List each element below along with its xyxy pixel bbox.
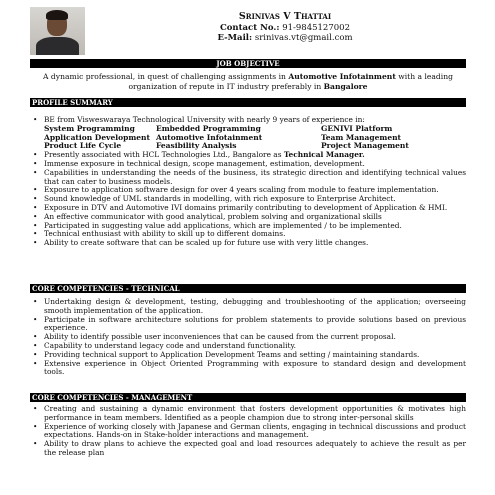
list-item: • An effective communicator with good analytical, problem solving and organizational skills bbox=[30, 213, 466, 222]
management-competencies-list bbox=[30, 405, 466, 458]
list-item: • Providing technical support to Application Development Teams and setting / maintaining standards. bbox=[30, 351, 466, 360]
job-objective-text: A dynamic professional, in quest of challenging assignments in Automotive Infotainment with a leading organization of repute in IT industry preferably in Bangalore bbox=[43, 72, 453, 91]
email-address: srinivas.vt@gmail.com bbox=[254, 33, 353, 43]
phone-number: 91-9845127002 bbox=[282, 22, 350, 33]
list-item: • Capability to understand legacy code and understand functionality. bbox=[30, 342, 466, 351]
list-item: • Undertaking design & development, testing, debugging and troubleshooting of the application; overseeing smooth implementation of the application. bbox=[30, 298, 466, 316]
list-item: • Participated in suggesting value add applications, which are implemented / to be implemented. bbox=[30, 222, 466, 231]
skills-grid: System Programming Embedded Programming GENIVI Platform Application Development Automotive Infotainment Team Management Product Life Cycle Feasibility Analysis Project Management bbox=[44, 123, 409, 151]
contact-line: Contact No.: 91-9845127002 bbox=[220, 22, 350, 33]
list-item: • Exposure in DTV and Automotive IVI domains primarily contributing to development of Application & HMI. bbox=[30, 204, 466, 213]
contact-header bbox=[215, 12, 355, 44]
profile-summary-list bbox=[30, 116, 466, 248]
list-item: • Creating and sustaining a dynamic environment that fosters development opportunities & motivates high performance in team members. Identified as a people champion due to strong inter-personal skills bbox=[30, 405, 466, 423]
list-item: • Immense exposure in technical design, scope management, estimation, development. bbox=[30, 160, 466, 169]
technical-competencies-heading: CORE COMPETENCIES - TECHNICAL bbox=[30, 284, 466, 293]
profile-summary-heading: PROFILE SUMMARY bbox=[30, 98, 466, 107]
email-line: E-Mail: srinivas.vt@gmail.com bbox=[217, 33, 353, 43]
management-competencies-heading: CORE COMPETENCIES - MANAGEMENT bbox=[30, 393, 466, 402]
candidate-name: Srinivas V Thattai bbox=[238, 11, 332, 22]
technical-competencies-list bbox=[30, 298, 466, 377]
list-item: • Experience of working closely with Japanese and German clients, engaging in technical discussions and product expectations. Hands-on in Stake-holder interactions and management. bbox=[30, 423, 466, 441]
job-objective-heading: JOB OBJECTIVE bbox=[30, 59, 466, 68]
list-item: • Participate in software architecture solutions for problem statements to provide solutions based on previous experience. bbox=[30, 316, 466, 334]
list-item: • Ability to identify possible user inconveniences that can be caused from the current proposal. bbox=[30, 333, 466, 342]
list-item: • Technical enthusiast with ability to skill up to different domains. bbox=[30, 230, 466, 239]
list-item: • BE from Visweswaraya Technological University with nearly 9 years of experience in: bbox=[30, 116, 466, 125]
list-item: • Exposure to application software design for over 4 years scaling from module to feature implementation. bbox=[30, 186, 466, 195]
list-item: • Capabilities in understanding the needs of the business, its strategic direction and identifying technical values that can cater to business models. bbox=[30, 169, 466, 187]
list-item: • Ability to draw plans to achieve the expected goal and load resources adequately to achieve the result as per the release plan bbox=[30, 440, 466, 458]
list-item: • Presently associated with HCL Technologies Ltd., Bangalore as Technical Manager. bbox=[30, 151, 466, 160]
list-item: • Ability to create software that can be scaled up for future use with very little changes. bbox=[30, 239, 466, 248]
profile-photo bbox=[30, 7, 85, 55]
list-item: • Extensive experience in Object Oriented Programming with exposure to standard design and development tools. bbox=[30, 360, 466, 378]
list-item: • Sound knowledge of UML standards in modelling, with rich exposure to Enterprise Architect. bbox=[30, 195, 466, 204]
